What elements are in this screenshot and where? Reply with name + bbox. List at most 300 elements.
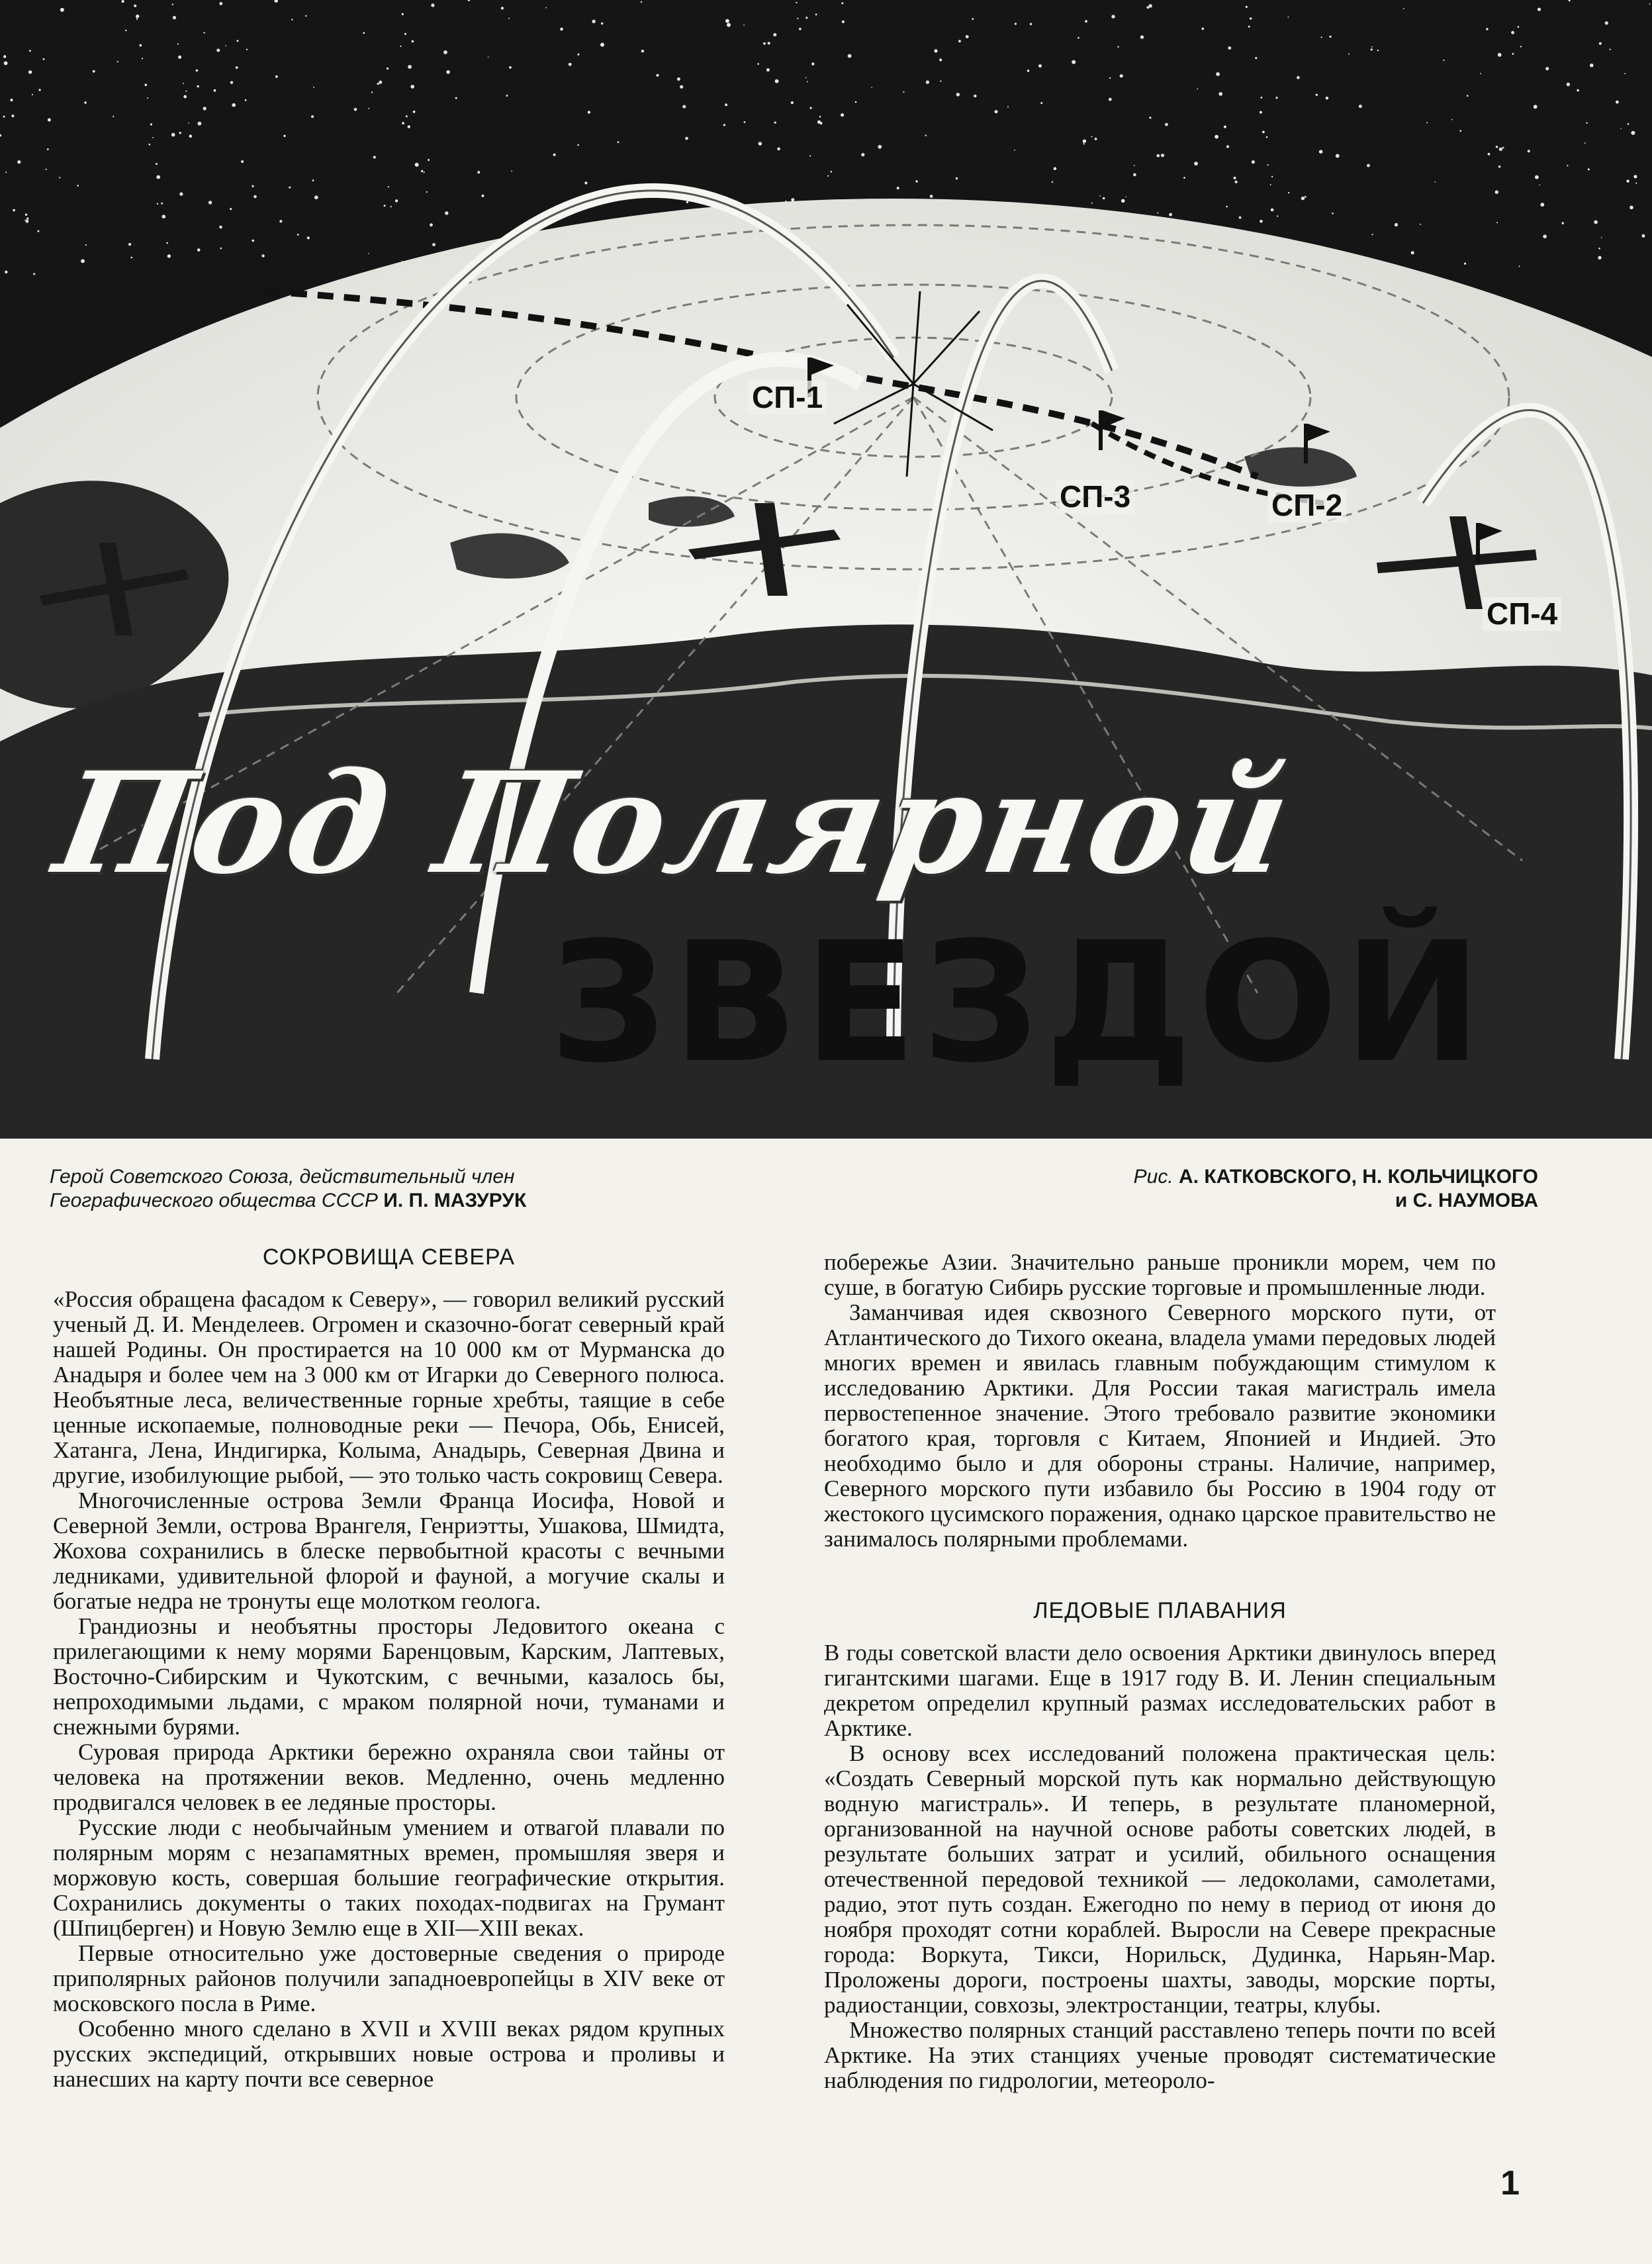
star	[725, 103, 727, 106]
star	[805, 77, 807, 79]
star	[1321, 36, 1322, 38]
star	[219, 2, 222, 5]
star	[774, 122, 776, 124]
star	[134, 5, 136, 7]
star	[5, 271, 7, 273]
paragraph: Множество полярных станций расставлено теперь почти по всей Арктике. На этих станциях ученые проводят систематические наблюдения по гидрологии, метеороло-	[824, 2017, 1496, 2093]
paragraph: Первые относительно уже достоверные сведения о природе приполярных районов получили западноевропейцы в XIV веке от московского посла в Риме.	[53, 1940, 725, 2016]
star	[1371, 48, 1373, 50]
star	[727, 23, 731, 27]
star	[511, 171, 512, 172]
author-line-1: Герой Советского Союза, действительный член	[50, 1166, 515, 1188]
star	[685, 137, 688, 140]
star	[1262, 131, 1265, 134]
star	[1543, 234, 1547, 238]
star	[1305, 196, 1307, 198]
star	[131, 257, 133, 259]
star	[939, 58, 942, 61]
author-name: И. П. МАЗУРУК	[383, 1190, 527, 1211]
title-block: ЗВЕЗДОЙ	[549, 906, 1487, 1099]
paragraph: В основу всех исследований положена практическая цель: «Создать Северный морской путь как нормально действующую водную магистраль». И теперь, в результате планомерной, организованной на научной основе работы советских людей, в результате больших затрат и усилий, обильного оснащения отечественной передовой техникой — ледоколами, самолетами, радио, этот путь создан. Ежегодно по нему в период от июня до ноября проходят сотни кораблей. Выросли на Севере прекрасные города: Воркута, Тикси, Норильск, Дудинка, Нарьян-Мар. Проложены дороги, построены шахты, заводы, морские порты, радиостанции, совхозы, электростанции, театры, клубы.	[824, 1740, 1496, 2018]
star	[29, 50, 31, 52]
star	[183, 95, 187, 99]
star	[219, 226, 222, 229]
star	[39, 89, 41, 91]
star	[680, 85, 683, 89]
star	[279, 220, 282, 222]
star	[974, 95, 976, 97]
title-script: Под Полярной	[45, 741, 1304, 905]
star	[809, 155, 811, 156]
star	[232, 103, 236, 107]
star	[237, 40, 239, 42]
star	[1083, 140, 1086, 143]
star	[995, 110, 998, 113]
star	[252, 185, 253, 187]
star	[677, 77, 680, 81]
star	[408, 125, 410, 128]
star	[33, 273, 35, 275]
star	[810, 107, 812, 109]
star	[1121, 199, 1125, 203]
star	[958, 40, 961, 42]
star	[60, 8, 64, 12]
star	[1642, 234, 1645, 238]
star	[1605, 21, 1608, 24]
star	[445, 211, 448, 214]
star	[59, 177, 60, 178]
star	[1109, 77, 1111, 79]
paragraph: Многочисленные острова Земли Франца Иосифа, Новой и Северной Земли, острова Врангеля, Генриэтты, Ушакова, Шмидта, Жохова сохранились в блеске первобытной красоты с вечными ледниками, удивительной флорой и фауной, а могучие скалы и богатые недра не тронуты еще молотком геолога.	[53, 1487, 725, 1614]
star	[878, 145, 882, 149]
star	[1007, 106, 1009, 107]
star	[848, 54, 852, 58]
star	[1270, 184, 1271, 185]
star	[388, 186, 389, 187]
star	[1015, 23, 1017, 24]
star	[1248, 26, 1250, 28]
star	[1332, 212, 1334, 214]
illustrators-line-1: Рис. А. КАТКОВСКОГО, Н. КОЛЬЧИЦКОГО	[1133, 1166, 1538, 1188]
star	[166, 242, 168, 244]
star	[1261, 97, 1263, 99]
station-label-sp4: СП-4	[1483, 597, 1561, 631]
star	[395, 199, 398, 202]
star	[379, 81, 382, 84]
star	[1594, 220, 1598, 224]
star	[1301, 197, 1305, 200]
star	[766, 68, 770, 71]
star	[488, 57, 489, 58]
author-byline	[50, 1165, 672, 1213]
star	[1371, 46, 1373, 48]
star	[1111, 15, 1115, 18]
star	[1443, 60, 1444, 61]
star	[1336, 154, 1340, 158]
star	[799, 28, 802, 30]
star	[791, 101, 794, 104]
star	[871, 87, 872, 89]
star	[13, 209, 15, 212]
star	[1085, 20, 1087, 23]
star	[253, 195, 257, 199]
star	[46, 169, 47, 170]
star	[1038, 64, 1042, 68]
star	[1329, 36, 1331, 38]
star	[85, 244, 87, 246]
star	[1197, 89, 1198, 90]
star	[1271, 209, 1274, 212]
star	[1157, 212, 1158, 214]
paragraph: Заманчивая идея сквозного Северного морского пути, от Атлантического до Тихого океана, владела умами передовых людей многих времен и явилась главным побуждающим стимулом к исследованию Арктики. Для России такая магистраль имела первостепенное значение. Этого требовало развитие экономики богатого края, торговля с Китаем, Японией и Индией. Это необходимо было и для обороны страны. Наличие, например, Северного морского пути избавило бы Россию в 1904 году от жестокого цусимского поражения, однако царское правительство не занималось полярными проблемами.	[824, 1299, 1496, 1552]
star	[156, 163, 158, 165]
star	[387, 68, 389, 70]
star	[1586, 122, 1587, 124]
star	[1169, 213, 1172, 216]
paragraph: В годы советской власти дело освоения Арктики двинулось вперед гигантскими шагами. Еще в 1917 году В. И. Ленин специальным декретом определил крупный размах исследовательских работ в Арктике.	[824, 1640, 1496, 1741]
star	[230, 81, 233, 84]
star	[128, 243, 131, 246]
star	[373, 156, 376, 158]
star	[1140, 35, 1144, 38]
star	[1562, 222, 1564, 224]
star	[198, 122, 202, 126]
star	[1260, 111, 1262, 114]
star	[545, 7, 547, 9]
star	[791, 198, 794, 201]
star	[1496, 146, 1498, 148]
star	[400, 46, 401, 47]
star	[682, 105, 686, 109]
star	[763, 42, 766, 45]
star	[421, 170, 423, 172]
star	[641, 1, 642, 3]
star	[178, 56, 181, 59]
star	[25, 214, 27, 216]
star	[197, 85, 199, 87]
star	[145, 83, 148, 86]
article-column-right	[824, 1250, 1496, 2093]
star	[1134, 165, 1135, 166]
star	[157, 203, 158, 205]
star	[197, 248, 201, 252]
star	[424, 171, 425, 173]
star	[1146, 6, 1149, 9]
star	[569, 63, 572, 66]
star	[1218, 92, 1222, 96]
star	[3, 116, 5, 118]
star	[311, 115, 314, 118]
station-label-sp2: СП-2	[1267, 489, 1346, 522]
star	[136, 19, 138, 20]
star	[506, 95, 508, 97]
star	[183, 83, 184, 84]
star	[314, 195, 318, 199]
star	[1215, 135, 1218, 139]
star	[1534, 105, 1537, 109]
star	[1460, 130, 1462, 132]
paragraph: Грандиозны и необъятны просторы Ледовитого океана с прилегающими к нему морями Баренцовым, Карским, Лаптевых, Восточно-Сибирским и Чукотским, с вечными, казалось бы, непроходимыми льдами, с мраком полярной ночи, туманами и снежными бурями.	[53, 1613, 725, 1740]
star	[1598, 256, 1601, 259]
star	[122, 0, 124, 3]
star	[147, 97, 148, 99]
star	[1498, 53, 1502, 57]
star	[125, 30, 126, 31]
star	[744, 121, 746, 123]
star	[1626, 179, 1629, 182]
star	[1488, 153, 1491, 156]
star	[842, 21, 845, 23]
star	[1091, 136, 1093, 137]
star	[312, 179, 314, 181]
paragraph: Суровая природа Арктики бережно охраняла свои тайны от человека на протяжении веков. Медленно, очень медленно продвигался человек в ее ледяные просторы.	[53, 1739, 725, 1815]
star	[855, 101, 857, 103]
star	[156, 175, 160, 179]
star	[283, 135, 285, 137]
star	[1598, 248, 1600, 250]
star	[1495, 191, 1498, 194]
star	[152, 137, 154, 138]
star	[17, 160, 21, 164]
star	[179, 132, 181, 134]
star	[172, 4, 173, 5]
star	[1091, 203, 1093, 204]
section-heading-treasures: СОКРОВИЩА СЕВЕРА	[262, 1245, 516, 1270]
star	[775, 79, 779, 83]
star	[553, 154, 556, 156]
star	[926, 81, 929, 84]
star	[1520, 46, 1522, 47]
star	[796, 2, 797, 3]
star	[956, 177, 958, 179]
star	[1435, 181, 1436, 183]
star	[410, 85, 414, 89]
star	[368, 253, 369, 254]
star	[477, 171, 480, 173]
star	[1277, 215, 1278, 216]
star	[1467, 95, 1469, 97]
star	[3, 55, 6, 58]
star	[1072, 60, 1076, 64]
star	[1535, 175, 1539, 179]
star	[47, 148, 49, 150]
star	[402, 13, 404, 15]
star	[1226, 146, 1229, 148]
star	[1628, 123, 1629, 125]
star	[185, 91, 187, 92]
star	[925, 134, 927, 136]
star	[1014, 150, 1015, 151]
star	[214, 89, 216, 92]
star	[501, 7, 504, 9]
star	[1451, 119, 1453, 120]
star	[443, 50, 447, 54]
star	[1117, 46, 1119, 48]
star	[641, 50, 644, 52]
star	[972, 18, 974, 20]
star	[1519, 265, 1520, 267]
star	[1359, 105, 1362, 108]
star	[1518, 26, 1520, 28]
author-line-2: Географического общества СССР И. П. МАЗУРУК	[50, 1190, 527, 1211]
star	[149, 144, 151, 146]
star	[1610, 49, 1611, 50]
star	[93, 70, 95, 73]
star	[1078, 37, 1079, 39]
star	[363, 32, 365, 34]
star	[725, 19, 729, 23]
star	[482, 195, 484, 197]
star	[1250, 17, 1252, 19]
star	[1297, 76, 1300, 79]
star	[390, 206, 392, 207]
star	[815, 14, 817, 16]
star	[577, 144, 579, 146]
star	[1235, 181, 1238, 183]
star	[768, 42, 770, 44]
star	[245, 99, 247, 101]
star	[1260, 220, 1263, 223]
star	[291, 19, 293, 20]
star	[11, 115, 14, 117]
star	[1631, 131, 1635, 135]
star	[230, 208, 232, 210]
star	[1319, 150, 1323, 154]
star	[508, 18, 510, 19]
star	[1649, 3, 1651, 5]
star	[956, 93, 960, 96]
star	[1371, 234, 1373, 235]
star	[117, 61, 118, 62]
star	[1326, 97, 1328, 99]
star	[208, 201, 212, 204]
star	[1367, 164, 1370, 167]
star	[1512, 53, 1514, 55]
star	[4, 62, 8, 66]
star	[777, 148, 780, 151]
paragraph: Особенно много сделано в XVII и XVIII веках рядом крупных русских экспедиций, открывших новые острова и проливы и нанесших на карту почти все северное	[53, 2016, 725, 2092]
star	[1633, 175, 1637, 178]
star	[757, 63, 759, 65]
page-number: 1	[1500, 2164, 1520, 2202]
star	[216, 49, 220, 52]
star	[618, 141, 620, 143]
star	[252, 240, 255, 242]
star	[1537, 8, 1541, 11]
star	[1567, 165, 1568, 166]
star	[81, 259, 85, 263]
star	[1267, 164, 1269, 165]
star	[413, 111, 416, 113]
star	[1635, 183, 1637, 184]
star	[24, 220, 26, 221]
star	[934, 49, 937, 52]
star	[203, 32, 205, 33]
star	[167, 254, 171, 258]
star	[1464, 263, 1466, 265]
star	[1348, 54, 1350, 55]
star	[1620, 128, 1622, 129]
star	[354, 108, 357, 111]
star	[1165, 123, 1168, 126]
paragraph: «Россия обращена фасадом к Северу», — говорил великий русский ученый Д. И. Менделеев. Огромен и сказочно-богат северный край нашей Родины. Он простирается на 10 000 км от Мурманска до Анадыря и более чем на 3 000 км от Игарки до Северного полюса. Необъятные леса, величественные горные хребты, таящие в себе ценные ископаемые, полноводные реки — Печора, Обь, Енисей, Хатанга, Лена, Индигирка, Колыма, Анадырь, Северная Двина и другие, изобилующие рыбой, — это только часть сокровищ Севера.	[53, 1286, 725, 1488]
star	[1120, 74, 1123, 77]
star	[1246, 6, 1248, 8]
star	[28, 70, 32, 73]
star	[1629, 206, 1633, 210]
star	[1216, 72, 1220, 76]
star	[428, 159, 430, 161]
star	[1194, 162, 1198, 165]
star	[162, 214, 166, 218]
star	[408, 65, 412, 69]
star	[1040, 102, 1042, 104]
star	[189, 134, 193, 138]
star	[773, 33, 776, 36]
star	[139, 44, 142, 47]
star	[1539, 185, 1541, 186]
star	[37, 230, 39, 232]
star	[1420, 224, 1421, 225]
star	[1099, 195, 1101, 197]
star	[600, 43, 604, 47]
star	[177, 43, 179, 44]
star	[819, 116, 821, 118]
star	[188, 122, 189, 124]
star	[686, 201, 688, 203]
star	[1126, 196, 1127, 197]
star	[1109, 98, 1112, 101]
star	[1252, 160, 1255, 164]
star	[225, 45, 226, 46]
star	[1588, 168, 1590, 170]
star	[1511, 31, 1514, 34]
star	[831, 171, 833, 173]
star	[179, 193, 183, 196]
star	[1577, 89, 1579, 92]
paragraph: Русские люди с необычайным умением и отвагой плавали по полярным морям с незапамятных времен, промышляя зверя и моржовую кость, совершая большие географические открытия. Сохранились документы о таких походах-подвигах на Грумант (Шпицберген) и Новую Землю еще в XII—XIII веках.	[53, 1815, 725, 1941]
star	[5, 171, 7, 173]
star	[805, 17, 807, 19]
star	[1616, 101, 1619, 104]
star	[1239, 216, 1242, 219]
star	[588, 111, 590, 113]
star	[1590, 64, 1594, 68]
star	[43, 58, 45, 60]
star	[1496, 222, 1498, 223]
star	[1133, 173, 1136, 177]
star	[84, 101, 87, 104]
station-label-sp3: СП-3	[1056, 480, 1134, 514]
star	[930, 195, 933, 198]
star	[371, 91, 373, 93]
star	[26, 220, 29, 223]
star	[723, 124, 725, 126]
star	[1288, 192, 1289, 193]
star	[1480, 73, 1481, 74]
star	[368, 108, 369, 109]
star	[377, 83, 379, 85]
article-column-left	[53, 1245, 725, 2092]
star	[1228, 46, 1231, 50]
star	[402, 122, 404, 124]
star	[415, 163, 419, 167]
star	[1255, 57, 1257, 59]
star	[1030, 23, 1032, 25]
star	[1584, 142, 1586, 144]
illustrators-byline	[942, 1165, 1538, 1213]
star	[161, 203, 163, 205]
